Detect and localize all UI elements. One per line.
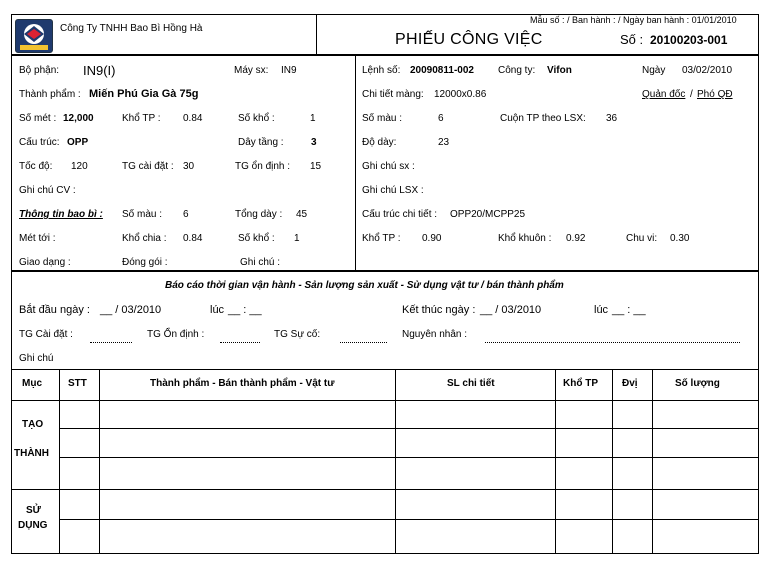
number-value: 20100203-001 <box>650 33 728 47</box>
so-met-value: 12,000 <box>63 113 94 124</box>
tg-on-dinh-field[interactable] <box>220 342 260 343</box>
company-name: Công Ty TNHH Bao Bì Hồng Hà <box>60 23 203 34</box>
thanh-pham-value: Miến Phú Gia Gà 75g <box>89 88 199 100</box>
bo-phan-value: IN9(I) <box>83 63 116 78</box>
form-meta: Mẫu số : / Ban hành : / Ngày ban hành : 01/01/2010 <box>530 15 737 25</box>
col-line-4 <box>555 369 556 554</box>
number-label: Số : <box>620 32 644 47</box>
kho-chia-label: Khổ chia : <box>122 233 167 244</box>
luc2-label: lúc <box>594 304 609 316</box>
bat-dau-label: Bắt đầu ngày : <box>19 304 90 316</box>
ket-thuc-label: Kết thúc ngày : <box>402 304 476 316</box>
quan-doc-separator: / <box>690 89 693 100</box>
bat-dau-value: __ / 03/2010 <box>100 304 162 316</box>
cau-truc-ct-value: OPP20/MCPP25 <box>450 209 526 220</box>
pho-qd-link[interactable]: Phó QĐ <box>697 89 733 100</box>
col-line-1 <box>59 369 60 554</box>
section-line <box>11 489 759 490</box>
bb-so-kho-label: Số khổ : <box>238 233 275 244</box>
col-header-item: Thành phẩm - Bán thành phẩm - Vật tư <box>150 378 335 389</box>
row-line-3 <box>59 519 759 520</box>
luc1-value: __ : __ <box>228 304 262 316</box>
giao-dang-label: Giao dạng : <box>19 257 71 268</box>
logo-emblem-icon <box>16 20 52 52</box>
chu-vi-label: Chu vi: <box>626 233 658 244</box>
toc-do-label: Tốc độ: <box>19 161 53 172</box>
lenh-so-value: 20090811-002 <box>410 65 474 76</box>
section-thanh: THÀNH <box>14 448 49 459</box>
ngay-label: Ngày <box>642 65 666 76</box>
form-title: PHIẾU CÔNG VIỆC <box>395 31 543 48</box>
tg-on-dinh-value: 15 <box>310 161 322 172</box>
may-sx-label: Máy sx: <box>234 65 269 76</box>
col-line-5 <box>612 369 613 554</box>
header-left-box <box>11 14 317 55</box>
col-header-so-luong: Số lượng <box>675 378 720 389</box>
bo-phan-label: Bộ phận: <box>19 65 60 76</box>
tg-su-co-label: TG Sự cố: <box>274 329 321 340</box>
tg-cai-dat-value: 30 <box>183 161 195 172</box>
so-mau-value: 6 <box>438 113 444 124</box>
so-mau-label: Số màu : <box>362 113 403 124</box>
thanh-pham-label: Thành phẩm : <box>19 89 81 100</box>
col-header-stt: STT <box>68 378 87 389</box>
bb-kho-tp-label: Khổ TP : <box>362 233 401 244</box>
ghi-chu-sx-label: Ghi chú sx : <box>362 161 415 172</box>
chi-tiet-mang-value: 12000x0.86 <box>434 89 487 100</box>
nguyen-nhan-field[interactable] <box>485 342 740 343</box>
cong-ty-label: Công ty: <box>498 65 536 76</box>
do-day-value: 23 <box>438 137 450 148</box>
section-su: SỬ <box>26 505 41 516</box>
nguyen-nhan-label: Nguyên nhân : <box>402 329 468 340</box>
so-met-label: Số mét : <box>19 113 57 124</box>
ghi-chu-label: Ghi chú : <box>240 257 281 268</box>
col-line-6 <box>652 369 653 554</box>
col-header-dvi: Đvị <box>622 378 638 389</box>
so-kho-label: Số khổ : <box>238 113 275 124</box>
info-divider <box>355 55 356 271</box>
tong-day-label: Tổng dày : <box>235 209 283 220</box>
kho-khuon-value: 0.92 <box>566 233 586 244</box>
chu-vi-value: 0.30 <box>670 233 690 244</box>
thong-tin-bao-bi-label: Thông tin bao bì : <box>19 209 103 220</box>
table-top-line <box>11 369 759 370</box>
col-line-3 <box>395 369 396 554</box>
cuon-tp-label: Cuộn TP theo LSX: <box>500 113 586 124</box>
tg-cai-dat-field[interactable] <box>90 342 132 343</box>
row-line-1 <box>59 428 759 429</box>
lenh-so-label: Lệnh số: <box>362 65 401 76</box>
col-line-2 <box>99 369 100 554</box>
section-dung: DỤNG <box>18 520 48 531</box>
kho-tp-label: Khổ TP : <box>122 113 161 124</box>
do-day-label: Độ dày: <box>362 137 397 148</box>
bb-so-kho-value: 1 <box>294 233 300 244</box>
luc2-value: __ : __ <box>612 304 646 316</box>
cau-truc-ct-label: Cấu trúc chi tiết : <box>362 209 438 220</box>
chi-tiet-mang-label: Chi tiết màng: <box>362 89 424 100</box>
kho-chia-value: 0.84 <box>183 233 203 244</box>
section-tao: TẠO <box>22 419 44 430</box>
bb-so-mau-label: Số màu : <box>122 209 163 220</box>
col-header-sl-chi-tiet: SL chi tiết <box>447 378 495 389</box>
bb-kho-tp-value: 0.90 <box>422 233 442 244</box>
day-tang-label: Dây tầng : <box>238 137 284 148</box>
cuon-tp-value: 36 <box>606 113 618 124</box>
row-line-2 <box>59 457 759 458</box>
tg-su-co-field[interactable] <box>340 342 387 343</box>
table-header-line <box>11 400 759 401</box>
ghi-chu-cv-label: Ghi chú CV : <box>19 185 76 196</box>
kho-khuon-label: Khổ khuôn : <box>498 233 552 244</box>
cau-truc-value: OPP <box>67 137 89 148</box>
day-tang-value: 3 <box>311 137 317 148</box>
luc1-label: lúc <box>210 304 225 316</box>
ghi-chu-lsx-label: Ghi chú LSX : <box>362 185 424 196</box>
company-logo <box>15 19 53 53</box>
col-header-muc: Mục <box>22 378 42 389</box>
tg-on-dinh-report-label: TG Ổn định : <box>147 329 205 340</box>
ngay-value: 03/02/2010 <box>682 65 733 76</box>
toc-do-value: 120 <box>71 161 88 172</box>
report-ghi-chu-label: Ghi chú <box>19 353 54 364</box>
cong-ty-value: Vifon <box>547 65 572 76</box>
quan-doc-link[interactable]: Quản đốc <box>642 89 686 100</box>
tg-cai-dat-label: TG cài đặt : <box>122 161 174 172</box>
bb-so-mau-value: 6 <box>183 209 189 220</box>
ket-thuc-value: __ / 03/2010 <box>480 304 542 316</box>
dong-goi-label: Đóng gói : <box>122 257 168 268</box>
may-sx-value: IN9 <box>281 65 297 76</box>
tg-on-dinh-label: TG ổn định : <box>235 161 291 172</box>
col-header-kho-tp: Khổ TP <box>563 378 598 389</box>
report-title: Báo cáo thời gian vận hành - Sản lượng sản xuất - Sử dụng vật tư / bán thành phẩm <box>165 280 564 291</box>
kho-tp-value: 0.84 <box>183 113 203 124</box>
met-toi-label: Mét tới : <box>19 233 56 244</box>
tong-day-value: 45 <box>296 209 308 220</box>
tg-cai-dat-report-label: TG Cài đặt : <box>19 329 73 340</box>
cau-truc-label: Cấu trúc: <box>19 137 60 148</box>
so-kho-value: 1 <box>310 113 316 124</box>
